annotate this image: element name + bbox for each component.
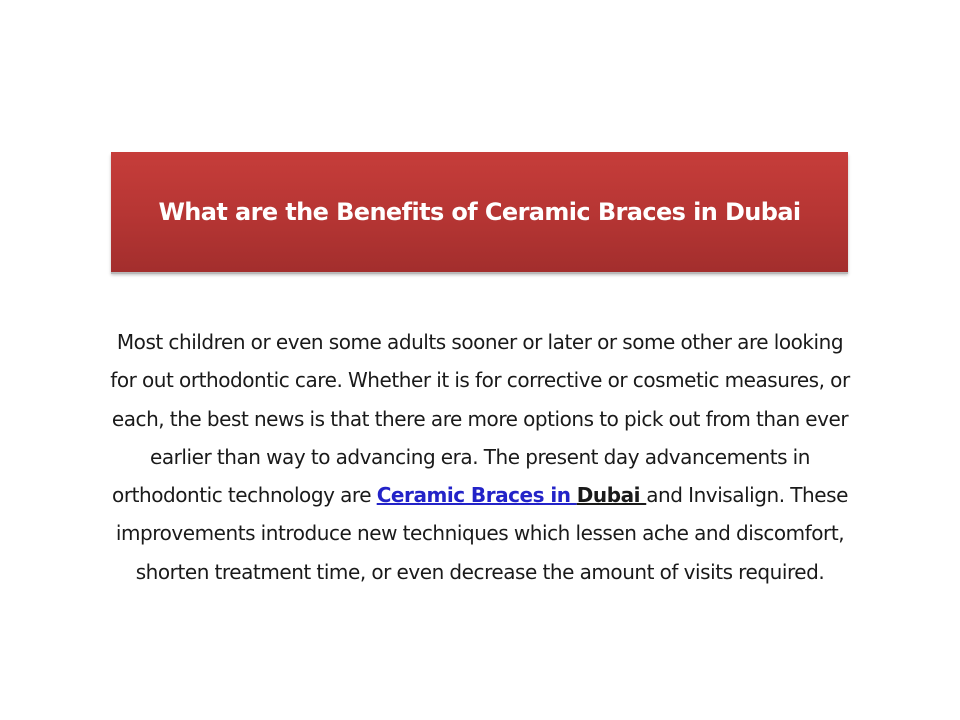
ceramic-braces-link[interactable]: Ceramic Braces in	[376, 483, 577, 508]
body-line-5	[50, 476, 910, 514]
body-line-7: shorten treatment time, or even decrease the amount of visits required.	[135, 559, 825, 584]
body-line-4: earlier than way to advancing era. The present day advancements in	[149, 444, 811, 469]
body-paragraph	[50, 323, 910, 591]
body-line-2: for out orthodontic care. Whether it is for corrective or cosmetic measures, or	[110, 368, 850, 393]
body-line-3: each, the best news is that there are more options to pick out from than ever	[111, 406, 849, 431]
dubai-link-text[interactable]: Dubai	[576, 483, 647, 508]
title-banner	[111, 152, 848, 272]
body-line-1: Most children or even some adults sooner or later or some other are looking	[116, 330, 844, 354]
body-line-6: improvements introduce new techniques which lessen ache and discomfort,	[115, 521, 845, 546]
slide-title: What are the Benefits of Ceramic Braces in Dubai	[158, 198, 801, 226]
body-line-5-end: and Invisalign. These	[646, 483, 848, 508]
body-line-5-start: orthodontic technology are	[112, 483, 377, 508]
